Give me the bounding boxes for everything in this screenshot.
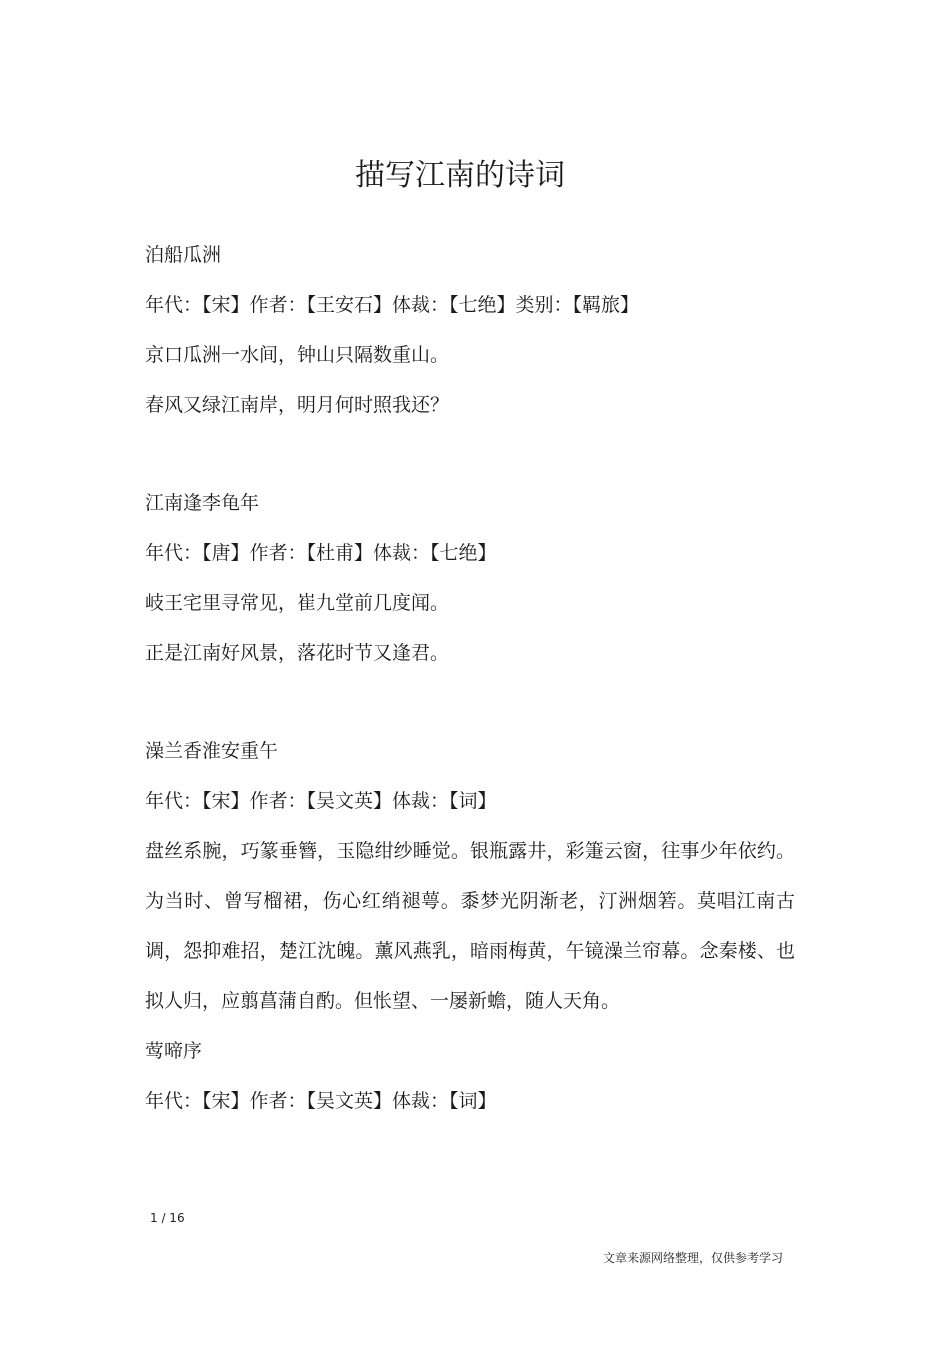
poem-line: 正是江南好风景，落花时节又逢君。 <box>145 642 450 664</box>
poem-section <box>145 1026 795 1126</box>
poem-title: 江南逢李龟年 <box>145 492 260 514</box>
poem-title: 澡兰香淮安重午 <box>145 740 279 762</box>
section-spacer <box>145 430 795 478</box>
poem-meta: 年代：【唐】作者：【杜甫】体裁：【七绝】 <box>145 542 497 564</box>
poem-section <box>145 230 795 430</box>
page-title: 描写江南的诗词 <box>355 158 565 193</box>
poem-meta: 年代：【宋】作者：【吴文英】体裁：【词】 <box>145 790 497 812</box>
source-note: 文章来源网络整理，仅供参考学习 <box>602 1251 783 1265</box>
poem-section <box>145 726 795 1026</box>
document-body <box>145 230 795 1126</box>
page-number: 1 / 16 <box>150 1211 185 1225</box>
poem-meta: 年代：【宋】作者：【王安石】体裁：【七绝】类别：【羁旅】 <box>145 294 640 316</box>
poem-meta: 年代：【宋】作者：【吴文英】体裁：【词】 <box>145 1090 497 1112</box>
poem-title: 莺啼序 <box>145 1040 203 1062</box>
poem-text: 盘丝系腕，巧篆垂簪，玉隐绀纱睡觉。银瓶露井，彩箑云窗，往事少年依约。为当时、曾写榴裙，伤心红绡褪萼。黍梦光阴渐老，汀洲烟箬。莫唱江南古调，怨抑难招，楚江沈魄。薰风燕乳，暗雨梅黄，午镜澡兰帘幕。念秦楼、也拟人归，应翦菖蒲自酌。但怅望、一屡新蟾，随人天角。 <box>145 840 795 1012</box>
poem-title: 泊船瓜洲 <box>145 244 222 266</box>
poem-section <box>145 478 795 678</box>
poem-line: 春风又绿江南岸，明月何时照我还？ <box>145 394 450 416</box>
section-spacer <box>145 678 795 726</box>
poem-line: 岐王宅里寻常见，崔九堂前几度闻。 <box>145 592 450 614</box>
poem-line: 京口瓜洲一水间，钟山只隔数重山。 <box>145 344 450 366</box>
